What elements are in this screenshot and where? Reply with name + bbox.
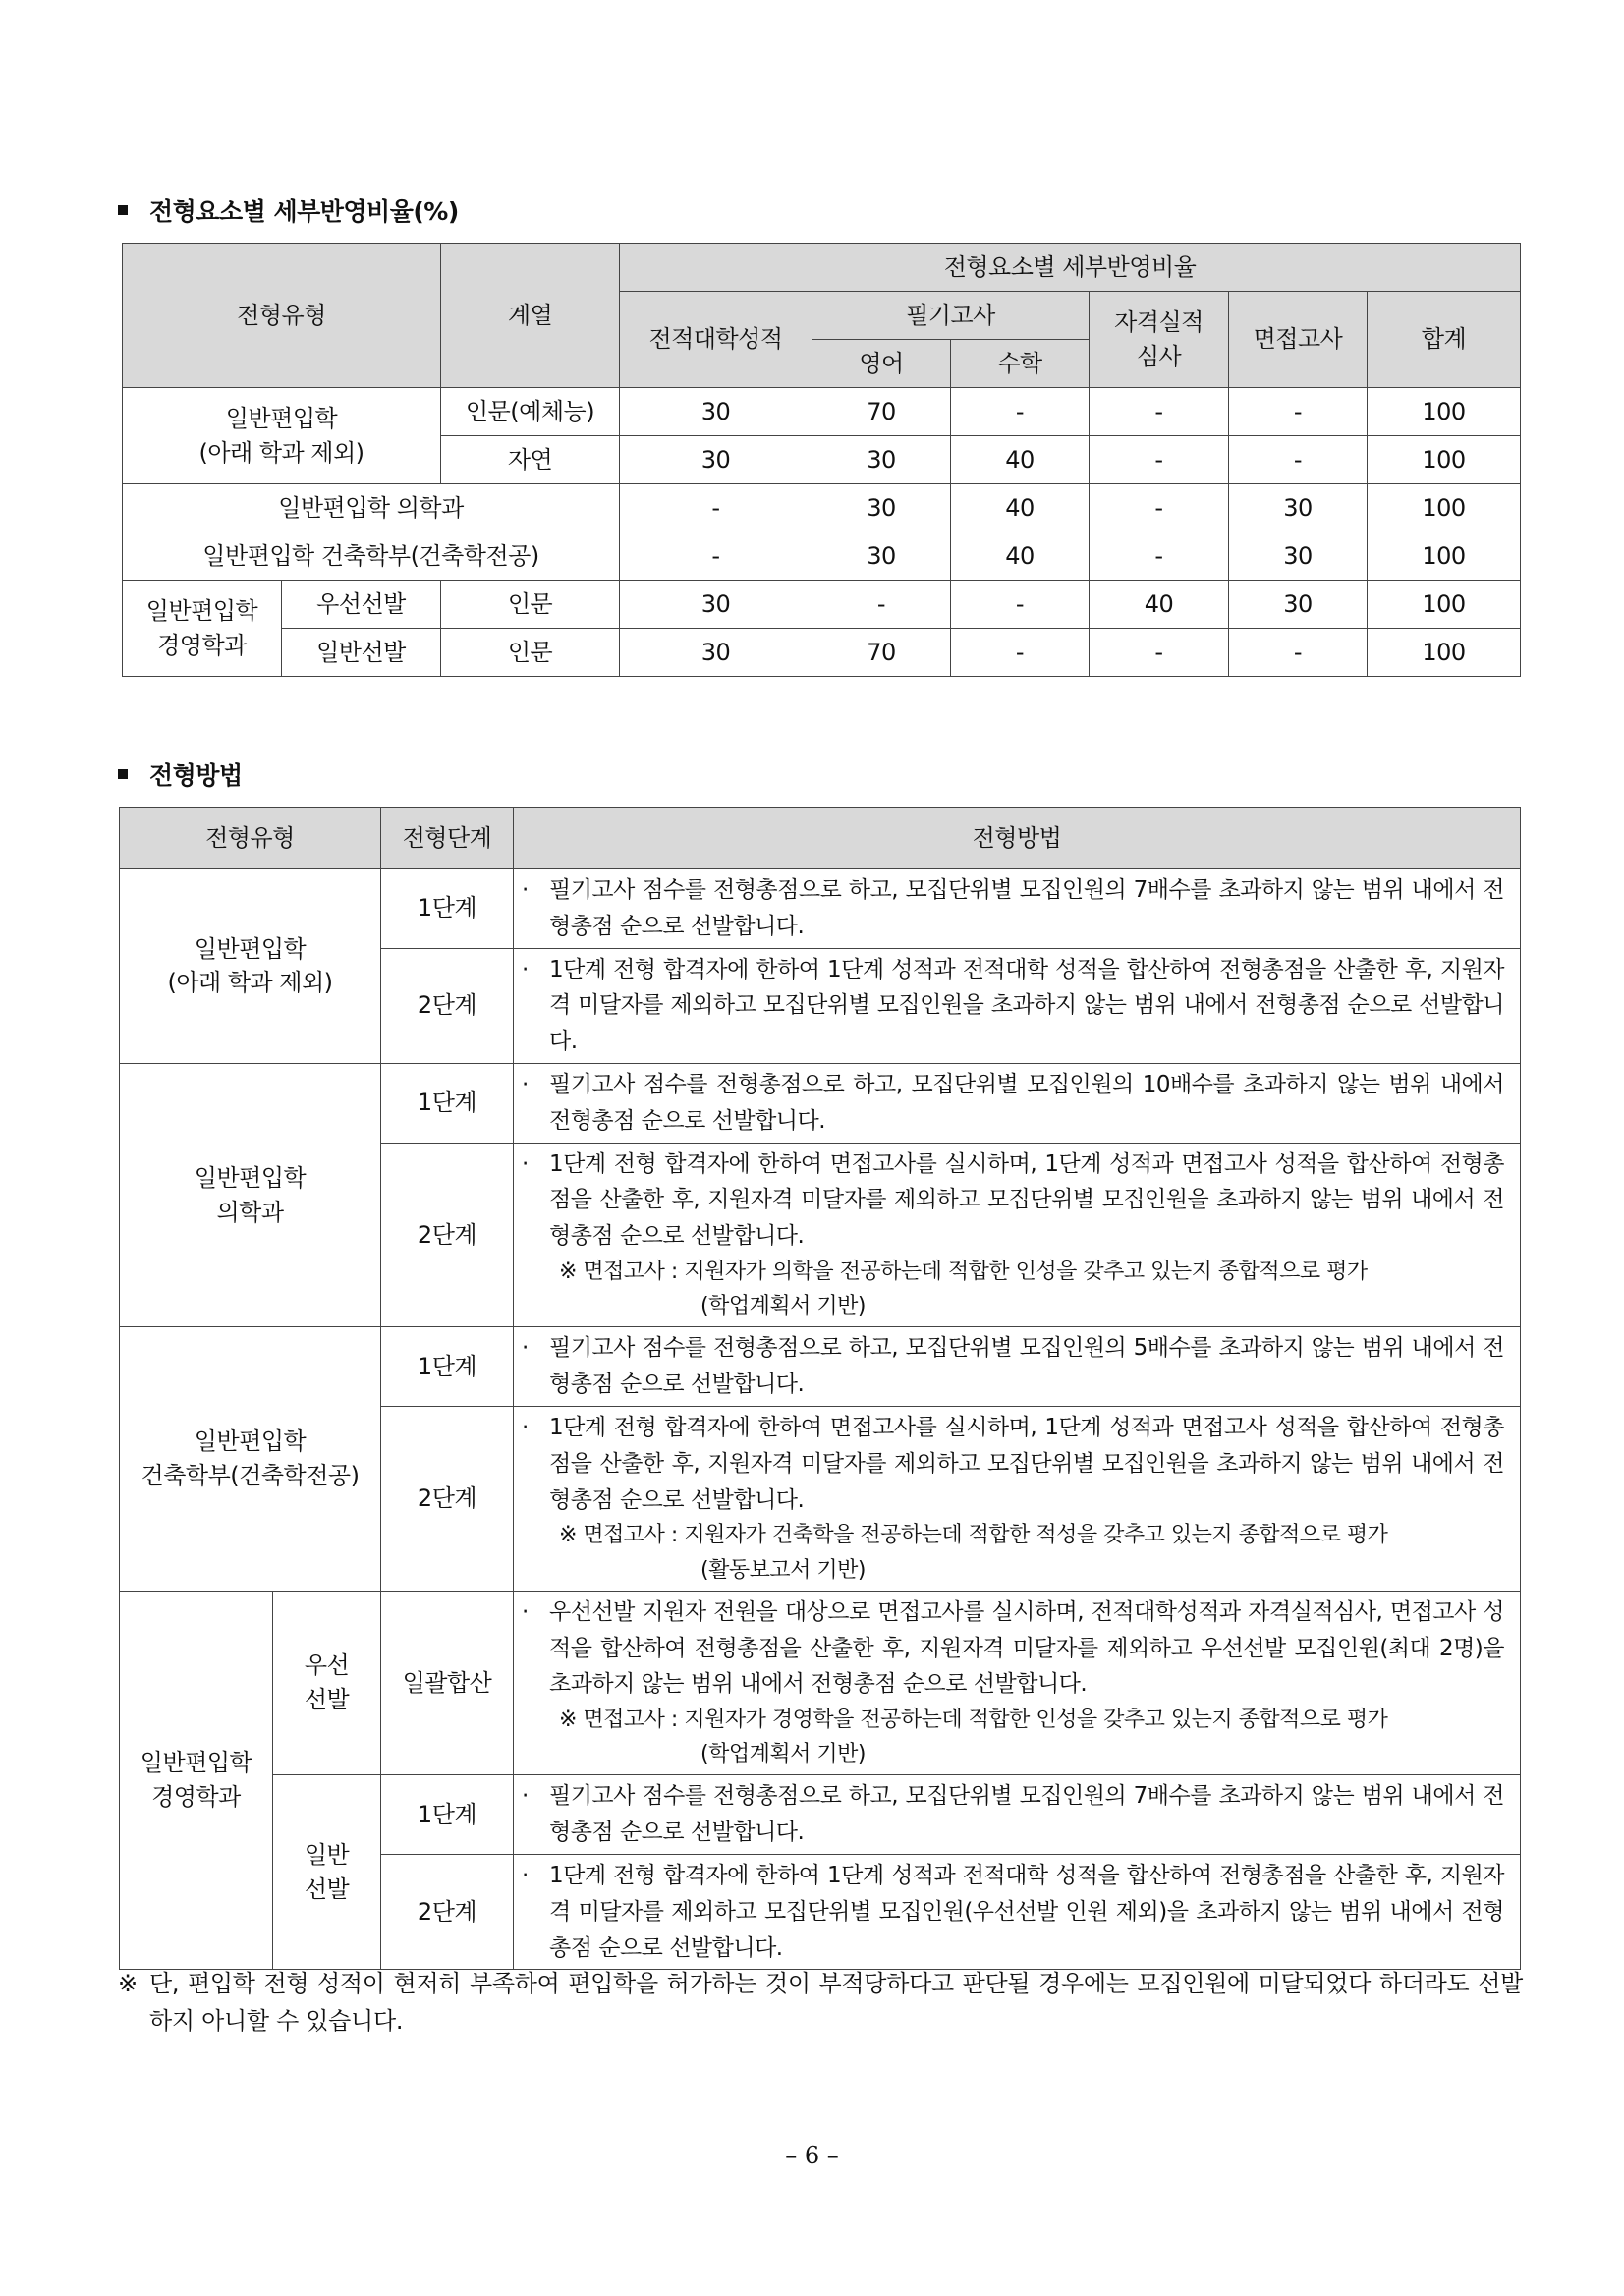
method-text: 1단계 전형 합격자에 한하여 면접고사를 실시하며, 1단계 성적과 면접고사 성적을 합산하여 전형총점을 산출한 후, 지원자격 미달자를 제외하고 모집단위별 모집인원을 초과하지 않는 범위 내에서 전형총점 순으로 선발합니다.	[549, 1414, 1504, 1513]
row-label: 일반편입학 의학과	[123, 484, 620, 532]
table-cell: 30	[812, 484, 951, 532]
method-text: 1단계 전형 합격자에 한하여 1단계 성적과 전적대학 성적을 합산하여 전형총점을 산출한 후, 지원자격 미달자를 제외하고 모집단위별 모집인원(우선선발 인원 제외)을 초과하지 않는 범위 내에서 전형총점 순으로 선발합니다.	[549, 1863, 1504, 1961]
interview-note-basis: (학업계획서 기반)	[700, 1294, 866, 1319]
table-row	[123, 532, 1521, 581]
list-bullet: ·	[522, 1335, 529, 1362]
method-text: 필기고사 점수를 전형총점으로 하고, 모집단위별 모집인원의 7배수를 초과하지 않는 범위 내에서 전형총점 순으로 선발합니다.	[549, 1783, 1504, 1846]
method-table	[119, 807, 1521, 1970]
table-cell: 우선선발	[282, 581, 441, 629]
stage-cell: 2단계	[381, 1855, 514, 1970]
table-row	[120, 1063, 1521, 1143]
interview-note: ※ 면접고사 : 지원자가 경영학을 전공하는데 적합한 인성을 갖추고 있는지 종합적으로 평가	[559, 1708, 1388, 1733]
table-cell: 인문	[441, 629, 620, 677]
header-group: 전형요소별 세부반영비율	[620, 244, 1521, 292]
table-cell: -	[1090, 532, 1229, 581]
table-cell: -	[1229, 436, 1368, 484]
header-stage: 전형단계	[381, 808, 514, 869]
table-row	[120, 1775, 1521, 1855]
method-cell	[514, 1327, 1521, 1407]
section-title: 전형방법	[149, 761, 243, 790]
table-cell: 100	[1368, 629, 1521, 677]
page-number: – 6 –	[785, 2142, 839, 2169]
list-bullet: ·	[522, 956, 529, 982]
footnote-text: 단, 편입학 전형 성적이 현저히 부족하여 편입학을 허가하는 것이 부적당하다고 판단될 경우에는 모집인원에 미달되었다 하더라도 선발하지 아니할 수 있습니다.	[149, 1970, 1523, 2036]
table-cell: -	[1090, 436, 1229, 484]
header-type: 전형유형	[120, 808, 381, 869]
row-label: 일반편입학 건축학부(건축학전공)	[123, 532, 620, 581]
stage-cell: 1단계	[381, 1775, 514, 1855]
table-cell: 40	[951, 436, 1090, 484]
method-cell	[514, 1143, 1521, 1327]
method-cell	[514, 1406, 1521, 1591]
table-row	[120, 1327, 1521, 1407]
table-cell: 인문(예체능)	[441, 388, 620, 436]
table-cell: -	[620, 532, 812, 581]
method-text: 1단계 전형 합격자에 한하여 면접고사를 실시하며, 1단계 성적과 면접고사 성적을 합산하여 전형총점을 산출한 후, 지원자격 미달자를 제외하고 모집단위별 모집인원을 초과하지 않는 범위 내에서 전형총점 순으로 선발합니다.	[549, 1150, 1504, 1250]
method-text: 필기고사 점수를 전형총점으로 하고, 모집단위별 모집인원의 7배수를 초과하지 않는 범위 내에서 전형총점 순으로 선발합니다.	[549, 877, 1504, 939]
table-cell: -	[1090, 388, 1229, 436]
table-cell: 30	[1229, 581, 1368, 629]
type-label: 일반편입학 경영학과	[120, 1591, 273, 1970]
table-cell: 30	[620, 436, 812, 484]
header-written: 필기고사	[812, 292, 1090, 340]
table-row	[123, 484, 1521, 532]
list-bullet: ·	[522, 1863, 529, 1889]
table-cell: 100	[1368, 532, 1521, 581]
list-bullet: ·	[522, 1783, 529, 1810]
table-cell: 30	[812, 436, 951, 484]
header-type: 전형유형	[123, 244, 441, 388]
interview-note-basis: (활동보고서 기반)	[700, 1557, 866, 1583]
table-cell: 자연	[441, 436, 620, 484]
stage-cell: 2단계	[381, 1406, 514, 1591]
header-math: 수학	[951, 340, 1090, 388]
row-label: 일반편입학 경영학과	[123, 581, 282, 677]
section-heading-method	[118, 756, 243, 792]
method-text: 우선선발 지원자 전원을 대상으로 면접고사를 실시하며, 전적대학성적과 자격실적심사, 면접고사 성적을 합산하여 전형총점을 산출한 후, 지원자격 미달자를 제외하고 우선선발 모집인원(최대 2명)을 초과하지 않는 범위 내에서 전형총점 순으로 선발합니다.	[549, 1598, 1504, 1698]
table-cell: 40	[951, 532, 1090, 581]
header-english: 영어	[812, 340, 951, 388]
section-title: 전형요소별 세부반영비율(%)	[149, 197, 459, 226]
square-bullet-icon	[118, 205, 128, 215]
list-bullet: ·	[522, 1598, 529, 1625]
table-cell: -	[1090, 484, 1229, 532]
stage-cell: 1단계	[381, 869, 514, 949]
table-cell: 30	[1229, 484, 1368, 532]
table-cell: -	[1229, 388, 1368, 436]
table-cell: 100	[1368, 484, 1521, 532]
type-label: 일반편입학 의학과	[120, 1063, 381, 1326]
stage-cell: 2단계	[381, 948, 514, 1063]
list-bullet: ·	[522, 1150, 529, 1177]
list-bullet: ·	[522, 877, 529, 903]
footnote	[118, 1965, 1523, 2041]
table-cell: -	[951, 629, 1090, 677]
table-row	[123, 581, 1521, 629]
header-qual: 자격실적 심사	[1090, 292, 1229, 388]
subtype-label: 일반 선발	[273, 1775, 381, 1970]
square-bullet-icon	[118, 769, 128, 779]
table-cell: -	[620, 484, 812, 532]
type-label: 일반편입학 건축학부(건축학전공)	[120, 1327, 381, 1591]
method-cell	[514, 869, 1521, 949]
list-bullet: ·	[522, 1071, 529, 1097]
interview-note-basis: (학업계획서 기반)	[700, 1742, 866, 1767]
stage-cell: 일괄합산	[381, 1591, 514, 1775]
method-cell	[514, 1855, 1521, 1970]
header-interview: 면접고사	[1229, 292, 1368, 388]
table-cell: 30	[620, 581, 812, 629]
table-cell: -	[1229, 629, 1368, 677]
table-cell: 100	[1368, 436, 1521, 484]
header-field: 계열	[441, 244, 620, 388]
table-cell: 70	[812, 388, 951, 436]
subtype-label: 우선 선발	[273, 1591, 381, 1775]
table-cell: 30	[620, 629, 812, 677]
table-row	[123, 629, 1521, 677]
table-cell: -	[951, 388, 1090, 436]
table-cell: 40	[1090, 581, 1229, 629]
table-cell: -	[1090, 629, 1229, 677]
table-cell: 100	[1368, 388, 1521, 436]
table-cell: 인문	[441, 581, 620, 629]
table-cell: 30	[620, 388, 812, 436]
stage-cell: 2단계	[381, 1143, 514, 1327]
type-label: 일반편입학 (아래 학과 제외)	[120, 869, 381, 1064]
row-label: 일반편입학 (아래 학과 제외)	[123, 388, 441, 484]
table-row	[123, 388, 1521, 436]
table-cell: 일반선발	[282, 629, 441, 677]
interview-note: ※ 면접고사 : 지원자가 건축학을 전공하는데 적합한 적성을 갖추고 있는지 종합적으로 평가	[559, 1523, 1388, 1548]
table-row	[120, 869, 1521, 949]
header-method: 전형방법	[514, 808, 1521, 869]
table-cell: 30	[812, 532, 951, 581]
ratio-table	[122, 243, 1521, 677]
header-transcript: 전적대학성적	[620, 292, 812, 388]
section-heading-ratio	[118, 193, 459, 228]
table-cell: -	[812, 581, 951, 629]
method-cell	[514, 1591, 1521, 1775]
table-cell: 100	[1368, 581, 1521, 629]
stage-cell: 1단계	[381, 1063, 514, 1143]
method-cell	[514, 948, 1521, 1063]
method-text: 1단계 전형 합격자에 한하여 1단계 성적과 전적대학 성적을 합산하여 전형총점을 산출한 후, 지원자격 미달자를 제외하고 모집단위별 모집인원을 초과하지 않는 범위 내에서 전형총점 순으로 선발합니다.	[549, 956, 1504, 1055]
interview-note: ※ 면접고사 : 지원자가 의학을 전공하는데 적합한 인성을 갖추고 있는지 종합적으로 평가	[559, 1259, 1368, 1284]
table-row	[120, 1591, 1521, 1775]
header-total: 합계	[1368, 292, 1521, 388]
method-cell	[514, 1063, 1521, 1143]
method-text: 필기고사 점수를 전형총점으로 하고, 모집단위별 모집인원의 5배수를 초과하지 않는 범위 내에서 전형총점 순으로 선발합니다.	[549, 1335, 1504, 1398]
table-cell: 40	[951, 484, 1090, 532]
table-cell: 70	[812, 629, 951, 677]
table-cell: -	[951, 581, 1090, 629]
table-cell: 30	[1229, 532, 1368, 581]
method-cell	[514, 1775, 1521, 1855]
list-bullet: ·	[522, 1414, 529, 1440]
method-text: 필기고사 점수를 전형총점으로 하고, 모집단위별 모집인원의 10배수를 초과하지 않는 범위 내에서 전형총점 순으로 선발합니다.	[549, 1071, 1504, 1134]
stage-cell: 1단계	[381, 1327, 514, 1407]
footnote-mark: ※	[118, 1970, 138, 1997]
